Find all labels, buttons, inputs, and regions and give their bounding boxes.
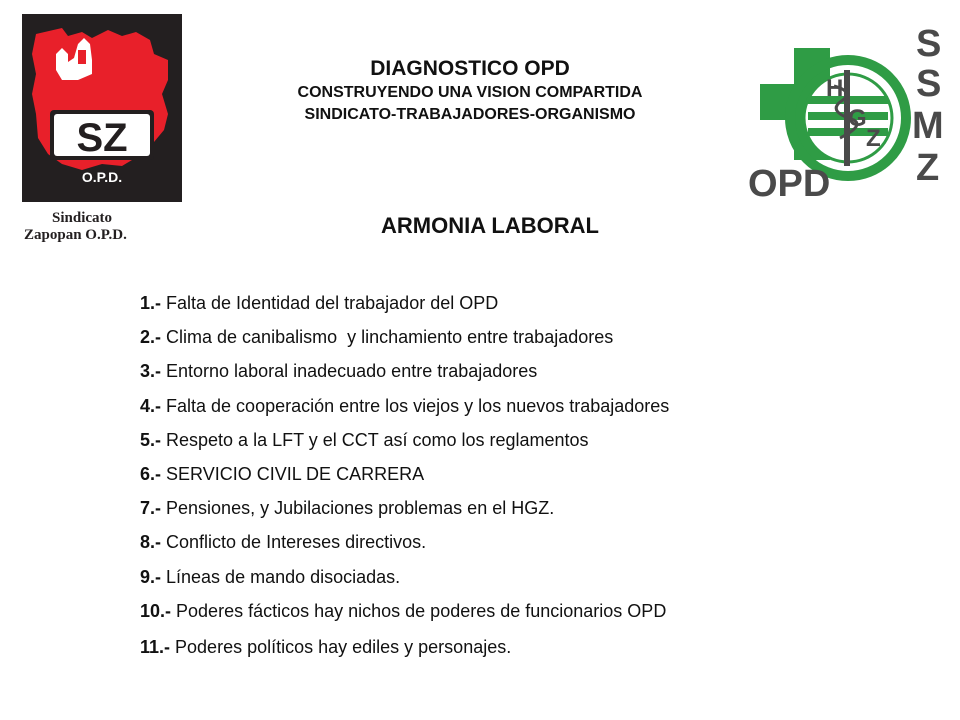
item-text: Entorno laboral inadecuado entre trabajadores	[161, 361, 538, 382]
item-text: SERVICIO CIVIL DE CARRERA	[161, 464, 425, 485]
item-text: Líneas de mando disociadas.	[161, 566, 401, 587]
item-number: 5.-	[140, 429, 162, 450]
list-item	[140, 423, 930, 457]
list-item	[140, 389, 930, 423]
list-item	[140, 525, 930, 559]
item-number: 9.-	[140, 566, 162, 587]
list-item	[140, 594, 930, 628]
page-subtitle-2: SINDICATO-TRABAJADORES-ORGANISMO	[304, 106, 636, 123]
item-text: Clima de canibalismo y linchamiento entre trabajadores	[161, 327, 614, 348]
list-item	[140, 320, 930, 354]
page-title: DIAGNOSTICO OPD	[370, 57, 570, 80]
item-text: Pensiones, y Jubilaciones problemas en el HGZ.	[161, 498, 555, 519]
item-number: 10.-	[140, 600, 172, 621]
logo-letter-s2: S	[916, 63, 942, 105]
logo-opd-text: OPD	[748, 163, 831, 205]
item-text: Falta de cooperación entre los viejos y los nuevos trabajadores	[161, 395, 670, 416]
list-item	[140, 286, 930, 320]
item-number: 4.-	[140, 395, 162, 416]
logo-frame	[22, 14, 182, 202]
list-item	[140, 560, 930, 594]
logo-letter-z: Z	[866, 125, 881, 152]
logo-caption	[24, 210, 184, 244]
header	[200, 56, 740, 126]
sindicato-zapopan-logo	[22, 14, 182, 244]
list-item	[140, 491, 930, 525]
ssmz-hgz-logo	[744, 26, 944, 206]
caption-line-1: Sindicato	[52, 210, 113, 226]
logo-letter-m: M	[912, 105, 944, 147]
logo-letter-h: H	[826, 75, 844, 102]
issues-list	[140, 286, 930, 664]
item-number: 6.-	[140, 464, 162, 485]
section-title: ARMONIA LABORAL	[381, 213, 599, 238]
item-number: 2.-	[140, 327, 162, 348]
list-item	[140, 354, 930, 388]
sz-badge-text: SZ	[76, 116, 128, 160]
list-item	[140, 630, 930, 664]
logo-letter-g: G	[848, 105, 867, 132]
ssmz-emblem-icon	[744, 26, 944, 206]
logo-letter-z2: Z	[916, 147, 940, 189]
sz-badge-sub: O.P.D.	[81, 169, 123, 185]
item-text: Conflicto de Intereses directivos.	[161, 532, 427, 553]
item-number: 3.-	[140, 361, 162, 382]
item-number: 8.-	[140, 532, 162, 553]
item-text: Respeto a la LFT y el CCT así como los reglamentos	[161, 429, 589, 450]
item-number: 1.-	[140, 293, 162, 313]
caption-line-2: Zapopan O.P.D.	[24, 227, 127, 243]
item-text: Falta de Identidad del trabajador del OPD	[161, 293, 499, 313]
logo-letter-s1: S	[916, 26, 942, 65]
item-number: 11.-	[140, 637, 171, 658]
list-item	[140, 457, 930, 491]
sz-emblem-icon	[22, 14, 182, 202]
page-subtitle-1: CONSTRUYENDO UNA VISION COMPARTIDA	[297, 84, 643, 101]
item-number: 7.-	[140, 498, 162, 519]
item-text: Poderes fácticos hay nichos de poderes de funcionarios OPD	[171, 600, 667, 621]
item-text: Poderes políticos hay ediles y personajes.	[170, 637, 512, 658]
